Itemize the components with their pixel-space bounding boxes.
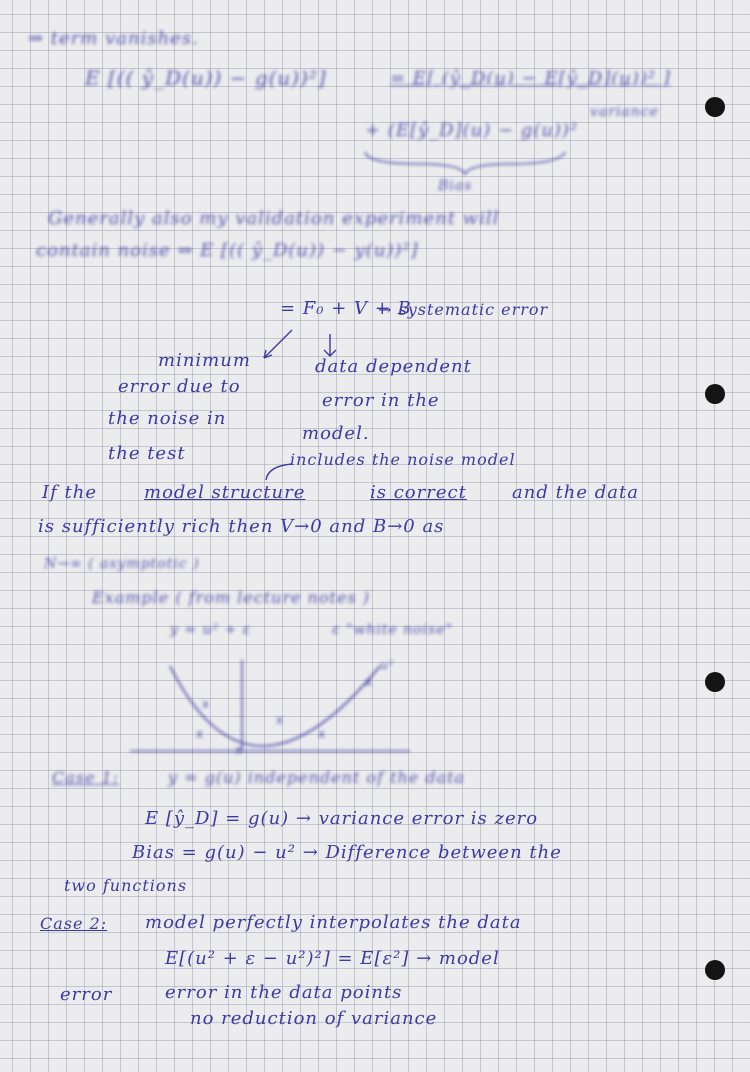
data-dependent-line: data dependent (315, 356, 472, 377)
svg-text:x: x (276, 713, 284, 727)
if-line-start: If the (42, 482, 97, 503)
case1-text: y = g(u) independent of the data (168, 768, 466, 787)
and-the-data: and the data (512, 482, 639, 503)
svg-text:x: x (196, 727, 204, 741)
min-error-line: error due to (118, 376, 241, 397)
parabola-label: u² (380, 658, 395, 672)
contain-noise-line: contain noise ⇒ E [(( ŷ_D(u)) − y(u))²] (36, 240, 419, 261)
svg-text:x: x (365, 675, 373, 689)
min-error-line: minimum (158, 350, 251, 371)
expected-error-lhs: E [(( ŷ_D(u)) − g(u))²] (85, 66, 327, 90)
min-error-line: the noise in (108, 408, 227, 429)
bias-term: + (E[ŷ_D](u) − g(u))² (365, 120, 579, 141)
svg-text:x: x (318, 727, 326, 741)
bias-label: Bias (438, 178, 473, 194)
example-equation: y = u² + ε (170, 622, 252, 638)
variance-term: = E[ (ŷ_D(u) − E[ŷ_D](u))² ] (390, 68, 671, 89)
section-bias-variance (0, 0, 750, 268)
error-decomposition-formula: = F₀ + V + B (280, 298, 412, 319)
sufficiently-rich-line: is sufficiently rich then V→0 and B→0 as (38, 516, 445, 537)
svg-text:x: x (235, 743, 243, 757)
generally-line: Generally also my validation experiment will (48, 208, 500, 229)
section-cases (0, 804, 750, 1072)
two-functions: two functions (64, 876, 188, 895)
term-vanishes-line: ⇒ term vanishes. (28, 28, 199, 49)
includes-noise-model: includes the noise model (290, 450, 516, 469)
asymptotic-line: N→∞ ( asymptotic ) (44, 556, 200, 572)
is-correct: is correct (370, 482, 467, 503)
data-dependent-line: model. (302, 423, 370, 444)
error-word: error (60, 984, 113, 1005)
parabola-sketch (130, 656, 420, 756)
white-noise-label: ε "white noise" (332, 622, 454, 638)
no-reduction-line: no reduction of variance (190, 1008, 438, 1029)
case2-equation: E[(u² + ε − u²)²] = E[ε²] → model (165, 948, 500, 969)
bias-difference-line: Bias = g(u) − u² → Difference between the (132, 842, 562, 863)
section-error-decomposition (0, 268, 750, 536)
section-example (0, 536, 750, 804)
systematic-error-label: → systematic error (378, 300, 549, 319)
variance-zero-line: E [ŷ_D] = g(u) → variance error is zero (145, 808, 539, 829)
example-heading: Example ( from lecture notes ) (92, 588, 370, 607)
case2-text: model perfectly interpolates the data (145, 912, 522, 933)
case2-label: Case 2: (40, 914, 108, 933)
bias-brace (360, 148, 570, 178)
model-structure: model structure (144, 482, 306, 503)
case1-label: Case 1: (52, 768, 120, 787)
data-dependent-line: error in the (322, 390, 440, 411)
min-error-line: the test (108, 443, 186, 464)
variance-label: variance (590, 104, 659, 120)
svg-text:x: x (202, 697, 210, 711)
error-in-points: error in the data points (165, 982, 403, 1003)
